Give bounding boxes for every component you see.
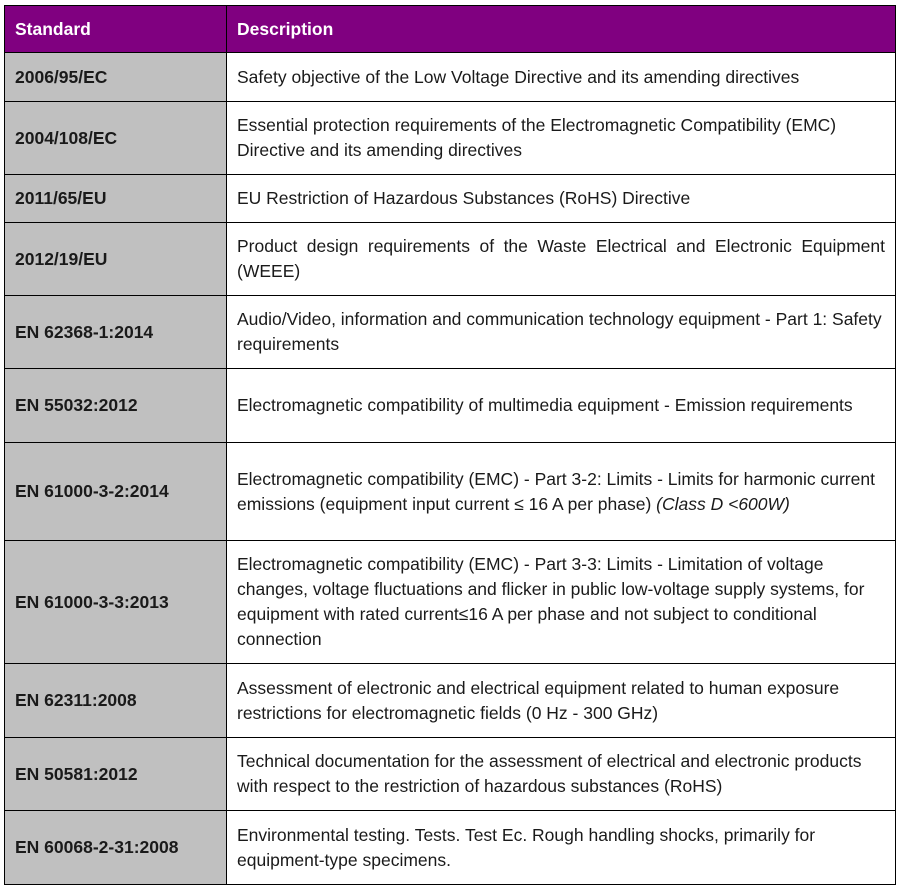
description-cell: EU Restriction of Hazardous Substances (RoHS) Directive [227, 175, 896, 223]
description-cell: Technical documentation for the assessment of electrical and electronic products with respect to the restriction of hazardous substances (RoHS) [227, 738, 896, 811]
standard-cell: EN 62311:2008 [5, 664, 227, 738]
table-row [5, 664, 896, 738]
standard-cell: 2004/108/EC [5, 102, 227, 175]
standard-cell: EN 61000-3-3:2013 [5, 541, 227, 664]
description-italic-note: (Class D <600W) [656, 493, 790, 514]
description-cell: Electromagnetic compatibility of multimedia equipment - Emission requirements [227, 369, 896, 443]
table-row [5, 53, 896, 102]
description-cell: Essential protection requirements of the Electromagnetic Compatibility (EMC) Directive and its amending directives [227, 102, 896, 175]
table-row [5, 811, 896, 885]
column-header-standard: Standard [5, 6, 227, 53]
standard-cell: 2011/65/EU [5, 175, 227, 223]
standard-cell: EN 62368-1:2014 [5, 296, 227, 369]
description-cell: Assessment of electronic and electrical equipment related to human exposure restrictions for electromagnetic fields (0 Hz - 300 GHz) [227, 664, 896, 738]
table-row [5, 296, 896, 369]
table-row [5, 102, 896, 175]
table-row [5, 541, 896, 664]
description-cell: Safety objective of the Low Voltage Directive and its amending directives [227, 53, 896, 102]
table-row [5, 369, 896, 443]
standards-table [4, 5, 896, 885]
description-cell [227, 443, 896, 541]
table-row [5, 443, 896, 541]
description-cell: Product design requirements of the Waste Electrical and Electronic Equipment (WEEE) [227, 223, 896, 296]
standard-cell: 2012/19/EU [5, 223, 227, 296]
standard-cell: EN 60068-2-31:2008 [5, 811, 227, 885]
standard-cell: EN 55032:2012 [5, 369, 227, 443]
standard-cell: EN 61000-3-2:2014 [5, 443, 227, 541]
description-cell: Audio/Video, information and communication technology equipment - Part 1: Safety requirements [227, 296, 896, 369]
table-row [5, 738, 896, 811]
table-row [5, 223, 896, 296]
table-header-row [5, 6, 896, 53]
description-cell: Electromagnetic compatibility (EMC) - Part 3-3: Limits - Limitation of voltage changes, voltage fluctuations and flicker in public low-voltage supply systems, for equipment with rated current≤16 A per phase and not subject to conditional connection [227, 541, 896, 664]
standard-cell: 2006/95/EC [5, 53, 227, 102]
description-cell: Environmental testing. Tests. Test Ec. Rough handling shocks, primarily for equipment-type specimens. [227, 811, 896, 885]
table-row [5, 175, 896, 223]
column-header-description: Description [227, 6, 896, 53]
standard-cell: EN 50581:2012 [5, 738, 227, 811]
description-text: Electromagnetic compatibility (EMC) - Part 3-2: Limits - Limits for harmonic current emissions (equipment input current ≤ 16 A per phase) [237, 468, 875, 514]
